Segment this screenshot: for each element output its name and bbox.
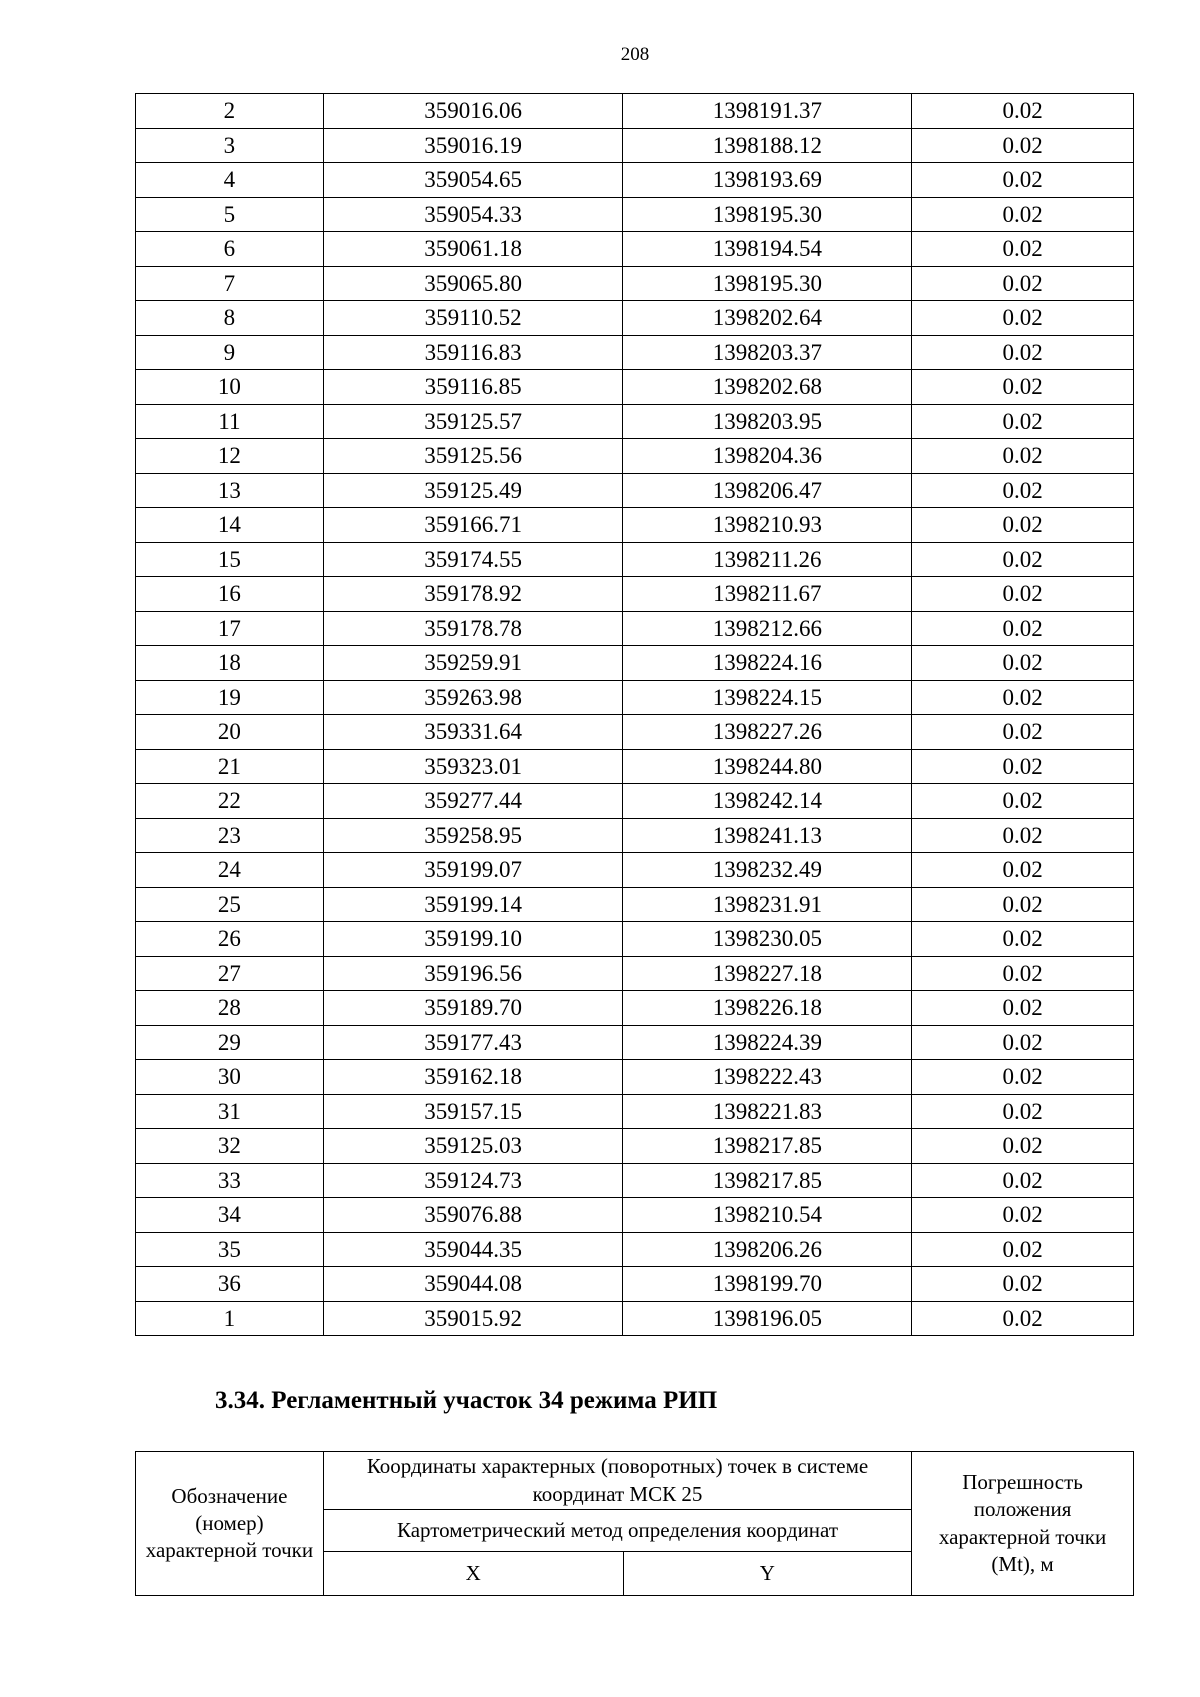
x-coordinate-cell: 359065.80 (323, 266, 623, 301)
point-number-cell: 30 (136, 1060, 324, 1095)
x-coordinate-cell: 359277.44 (323, 784, 623, 819)
table-row (136, 956, 1134, 991)
x-coordinate-cell: 359125.57 (323, 404, 623, 439)
x-coordinate-cell: 359199.14 (323, 887, 623, 922)
table-row (136, 301, 1134, 336)
error-cell: 0.02 (912, 301, 1134, 336)
table-row (136, 1232, 1134, 1267)
error-cell: 0.02 (912, 784, 1134, 819)
table-row (136, 1025, 1134, 1060)
coordinates-table-body (136, 94, 1134, 1336)
x-coordinate-cell: 359116.85 (323, 370, 623, 405)
table-row (136, 680, 1134, 715)
x-coordinate-cell: 359116.83 (323, 335, 623, 370)
point-number-cell: 19 (136, 680, 324, 715)
y-coordinate-cell: 1398224.39 (623, 1025, 912, 1060)
x-coordinate-cell: 359259.91 (323, 646, 623, 681)
point-number-cell: 26 (136, 922, 324, 957)
error-cell: 0.02 (912, 577, 1134, 612)
table-row (136, 335, 1134, 370)
error-cell: 0.02 (912, 473, 1134, 508)
table-row (136, 715, 1134, 750)
point-label-header: Обозначение (номер) характерной точки (136, 1452, 324, 1596)
table-row (136, 646, 1134, 681)
y-coordinate-cell: 1398231.91 (623, 887, 912, 922)
coordinates-header-table (135, 1451, 1134, 1596)
y-coordinate-cell: 1398210.54 (623, 1198, 912, 1233)
y-coordinate-cell: 1398204.36 (623, 439, 912, 474)
table-row (136, 1094, 1134, 1129)
x-coordinate-cell: 359196.56 (323, 956, 623, 991)
error-cell: 0.02 (912, 232, 1134, 267)
coords-system-header: Координаты характерных (поворотных) точек в системе координат МСК 25 (323, 1452, 911, 1510)
error-cell: 0.02 (912, 1232, 1134, 1267)
table-row (136, 749, 1134, 784)
table-row (136, 439, 1134, 474)
error-cell: 0.02 (912, 1198, 1134, 1233)
error-cell: 0.02 (912, 749, 1134, 784)
x-coordinate-cell: 359174.55 (323, 542, 623, 577)
y-coordinate-cell: 1398242.14 (623, 784, 912, 819)
y-coordinate-cell: 1398203.37 (623, 335, 912, 370)
table-row (136, 1129, 1134, 1164)
error-cell: 0.02 (912, 680, 1134, 715)
point-number-cell: 13 (136, 473, 324, 508)
point-number-cell: 6 (136, 232, 324, 267)
error-header: Погрешность положения характерной точки (Mt), м (912, 1452, 1134, 1596)
y-coordinate-cell: 1398241.13 (623, 818, 912, 853)
table-row (136, 94, 1134, 129)
error-cell: 0.02 (912, 508, 1134, 543)
point-number-cell: 32 (136, 1129, 324, 1164)
point-number-cell: 20 (136, 715, 324, 750)
error-cell: 0.02 (912, 887, 1134, 922)
table-row (136, 1267, 1134, 1302)
error-cell: 0.02 (912, 1129, 1134, 1164)
error-cell: 0.02 (912, 611, 1134, 646)
y-coordinate-cell: 1398193.69 (623, 163, 912, 198)
table-row (136, 887, 1134, 922)
x-coordinate-cell: 359189.70 (323, 991, 623, 1026)
x-coordinate-cell: 359258.95 (323, 818, 623, 853)
point-number-cell: 9 (136, 335, 324, 370)
point-number-cell: 29 (136, 1025, 324, 1060)
error-cell: 0.02 (912, 715, 1134, 750)
table-row (136, 508, 1134, 543)
point-number-cell: 4 (136, 163, 324, 198)
y-coordinate-cell: 1398196.05 (623, 1301, 912, 1336)
error-cell: 0.02 (912, 1163, 1134, 1198)
point-number-cell: 1 (136, 1301, 324, 1336)
point-number-cell: 14 (136, 508, 324, 543)
y-coordinate-cell: 1398227.18 (623, 956, 912, 991)
table-row (136, 370, 1134, 405)
x-coordinate-cell: 359015.92 (323, 1301, 623, 1336)
point-number-cell: 23 (136, 818, 324, 853)
x-coordinate-cell: 359016.06 (323, 94, 623, 129)
y-coordinate-cell: 1398206.47 (623, 473, 912, 508)
y-header: Y (623, 1552, 912, 1596)
table-row (136, 163, 1134, 198)
table-row (136, 611, 1134, 646)
error-cell: 0.02 (912, 818, 1134, 853)
error-cell: 0.02 (912, 335, 1134, 370)
table-row (136, 991, 1134, 1026)
point-number-cell: 16 (136, 577, 324, 612)
error-cell: 0.02 (912, 1025, 1134, 1060)
x-coordinate-cell: 359162.18 (323, 1060, 623, 1095)
y-coordinate-cell: 1398224.16 (623, 646, 912, 681)
error-cell: 0.02 (912, 853, 1134, 888)
x-coordinate-cell: 359076.88 (323, 1198, 623, 1233)
x-coordinate-cell: 359044.08 (323, 1267, 623, 1302)
error-cell: 0.02 (912, 542, 1134, 577)
point-number-cell: 34 (136, 1198, 324, 1233)
y-coordinate-cell: 1398224.15 (623, 680, 912, 715)
point-number-cell: 36 (136, 1267, 324, 1302)
error-cell: 0.02 (912, 197, 1134, 232)
table-row (136, 266, 1134, 301)
y-coordinate-cell: 1398211.67 (623, 577, 912, 612)
x-coordinate-cell: 359323.01 (323, 749, 623, 784)
x-coordinate-cell: 359263.98 (323, 680, 623, 715)
x-coordinate-cell: 359061.18 (323, 232, 623, 267)
y-coordinate-cell: 1398202.68 (623, 370, 912, 405)
x-coordinate-cell: 359166.71 (323, 508, 623, 543)
error-cell: 0.02 (912, 94, 1134, 129)
error-cell: 0.02 (912, 956, 1134, 991)
error-cell: 0.02 (912, 646, 1134, 681)
point-number-cell: 28 (136, 991, 324, 1026)
point-number-cell: 17 (136, 611, 324, 646)
error-cell: 0.02 (912, 1267, 1134, 1302)
point-number-cell: 27 (136, 956, 324, 991)
error-cell: 0.02 (912, 1060, 1134, 1095)
point-number-cell: 35 (136, 1232, 324, 1267)
y-coordinate-cell: 1398188.12 (623, 128, 912, 163)
point-number-cell: 15 (136, 542, 324, 577)
point-number-cell: 3 (136, 128, 324, 163)
y-coordinate-cell: 1398222.43 (623, 1060, 912, 1095)
table-row (136, 922, 1134, 957)
x-coordinate-cell: 359331.64 (323, 715, 623, 750)
y-coordinate-cell: 1398211.26 (623, 542, 912, 577)
point-number-cell: 25 (136, 887, 324, 922)
table-row (136, 784, 1134, 819)
coordinates-table (135, 93, 1134, 1336)
y-coordinate-cell: 1398221.83 (623, 1094, 912, 1129)
x-coordinate-cell: 359016.19 (323, 128, 623, 163)
method-header: Картометрический метод определения координат (323, 1510, 911, 1552)
y-coordinate-cell: 1398195.30 (623, 266, 912, 301)
y-coordinate-cell: 1398206.26 (623, 1232, 912, 1267)
error-cell: 0.02 (912, 404, 1134, 439)
error-cell: 0.02 (912, 163, 1134, 198)
table-row (136, 473, 1134, 508)
point-number-cell: 7 (136, 266, 324, 301)
x-coordinate-cell: 359125.03 (323, 1129, 623, 1164)
y-coordinate-cell: 1398217.85 (623, 1129, 912, 1164)
point-number-cell: 8 (136, 301, 324, 336)
y-coordinate-cell: 1398230.05 (623, 922, 912, 957)
point-number-cell: 21 (136, 749, 324, 784)
x-coordinate-cell: 359199.10 (323, 922, 623, 957)
x-coordinate-cell: 359178.92 (323, 577, 623, 612)
x-coordinate-cell: 359199.07 (323, 853, 623, 888)
x-coordinate-cell: 359178.78 (323, 611, 623, 646)
y-coordinate-cell: 1398217.85 (623, 1163, 912, 1198)
point-number-cell: 22 (136, 784, 324, 819)
table-row (136, 1060, 1134, 1095)
page-number: 208 (620, 44, 650, 65)
point-number-cell: 24 (136, 853, 324, 888)
error-cell: 0.02 (912, 370, 1134, 405)
x-coordinate-cell: 359044.35 (323, 1232, 623, 1267)
point-number-cell: 18 (136, 646, 324, 681)
point-number-cell: 12 (136, 439, 324, 474)
table-row (136, 818, 1134, 853)
x-coordinate-cell: 359110.52 (323, 301, 623, 336)
table-row (136, 404, 1134, 439)
y-coordinate-cell: 1398203.95 (623, 404, 912, 439)
point-number-cell: 2 (136, 94, 324, 129)
table-row (136, 197, 1134, 232)
table-row (136, 1163, 1134, 1198)
point-number-cell: 31 (136, 1094, 324, 1129)
error-cell: 0.02 (912, 922, 1134, 957)
y-coordinate-cell: 1398194.54 (623, 232, 912, 267)
y-coordinate-cell: 1398232.49 (623, 853, 912, 888)
table-row (136, 853, 1134, 888)
x-coordinate-cell: 359157.15 (323, 1094, 623, 1129)
x-coordinate-cell: 359054.33 (323, 197, 623, 232)
point-number-cell: 10 (136, 370, 324, 405)
table-row (136, 1301, 1134, 1336)
error-cell: 0.02 (912, 991, 1134, 1026)
table-row (136, 577, 1134, 612)
y-coordinate-cell: 1398199.70 (623, 1267, 912, 1302)
section-heading: 3.34. Регламентный участок 34 режима РИП (215, 1387, 718, 1414)
x-coordinate-cell: 359125.49 (323, 473, 623, 508)
y-coordinate-cell: 1398195.30 (623, 197, 912, 232)
x-coordinate-cell: 359125.56 (323, 439, 623, 474)
y-coordinate-cell: 1398212.66 (623, 611, 912, 646)
point-number-cell: 11 (136, 404, 324, 439)
table-row (136, 542, 1134, 577)
x-header: X (323, 1552, 623, 1596)
point-number-cell: 33 (136, 1163, 324, 1198)
x-coordinate-cell: 359177.43 (323, 1025, 623, 1060)
x-coordinate-cell: 359124.73 (323, 1163, 623, 1198)
y-coordinate-cell: 1398226.18 (623, 991, 912, 1026)
error-cell: 0.02 (912, 128, 1134, 163)
error-cell: 0.02 (912, 1301, 1134, 1336)
error-cell: 0.02 (912, 266, 1134, 301)
table-row (136, 1198, 1134, 1233)
y-coordinate-cell: 1398202.64 (623, 301, 912, 336)
x-coordinate-cell: 359054.65 (323, 163, 623, 198)
table-row (136, 232, 1134, 267)
table-row (136, 128, 1134, 163)
error-cell: 0.02 (912, 1094, 1134, 1129)
y-coordinate-cell: 1398227.26 (623, 715, 912, 750)
y-coordinate-cell: 1398210.93 (623, 508, 912, 543)
y-coordinate-cell: 1398244.80 (623, 749, 912, 784)
point-number-cell: 5 (136, 197, 324, 232)
error-cell: 0.02 (912, 439, 1134, 474)
y-coordinate-cell: 1398191.37 (623, 94, 912, 129)
